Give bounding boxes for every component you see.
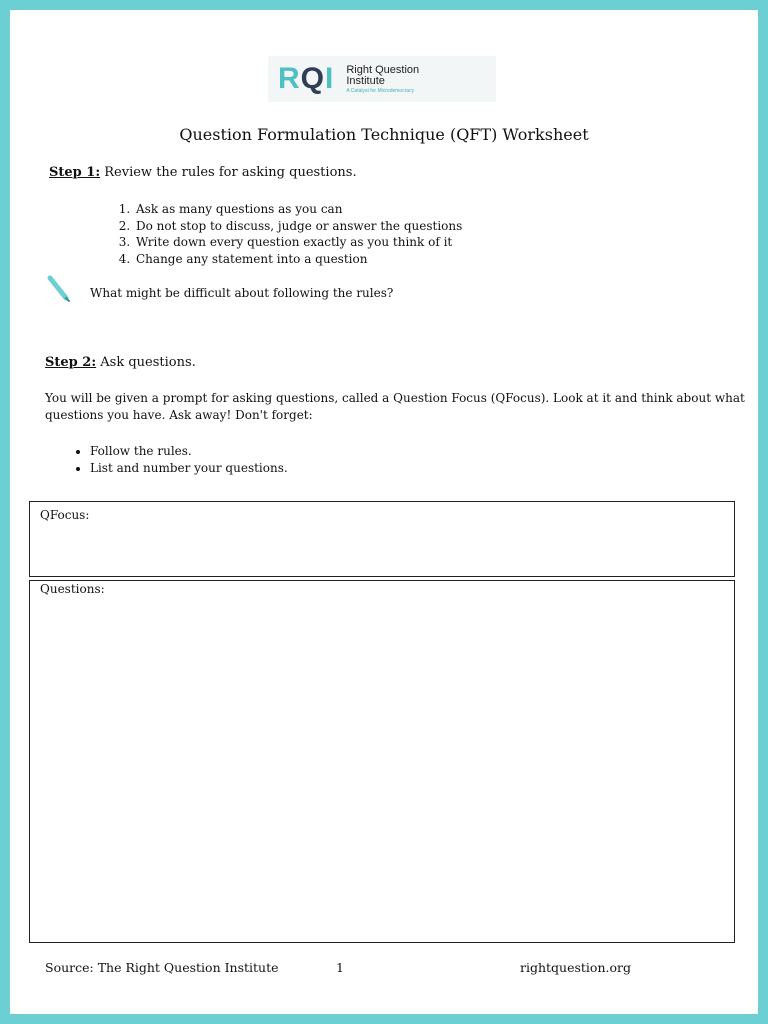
step1-label: Step 1:: [49, 165, 101, 180]
rules-difficulty-prompt: What might be difficult about following the rules?: [90, 286, 394, 300]
worksheet-page: [10, 10, 758, 1014]
footer-website[interactable]: rightquestion.org: [520, 960, 631, 975]
reminder-item: • Follow the rules.: [90, 443, 288, 460]
instructions-line-1: You will be given a prompt for asking questions, called a Question Focus (QFocus). Look at it and think about what: [45, 391, 745, 405]
questions-label: Questions:: [40, 582, 105, 596]
step2-text: Ask questions.: [96, 355, 196, 370]
logo-mark: RQI: [278, 62, 335, 95]
reminder-item: • List and number your questions.: [90, 460, 288, 477]
step1-heading: [49, 165, 357, 180]
logo-name: Right Question Institute: [346, 63, 420, 87]
rules-list: [112, 201, 462, 267]
reminder-list: [68, 443, 288, 476]
rule-item: 4. Change any statement into a question: [134, 251, 462, 268]
instructions-line-2: questions you have. Ask away! Don't forget:: [45, 408, 313, 422]
footer-page-number: 1: [336, 960, 344, 975]
logo-tagline: A Catalyst for Microdemocracy: [346, 87, 415, 94]
qfocus-box[interactable]: [29, 501, 735, 577]
step2-label: Step 2:: [45, 355, 97, 370]
rqi-logo: [268, 56, 496, 102]
step1-text: Review the rules for asking questions.: [100, 165, 357, 180]
pencil-icon: [46, 275, 72, 303]
rule-item: 3. Write down every question exactly as you think of it: [134, 234, 462, 251]
page-title: Question Formulation Technique (QFT) Worksheet: [179, 125, 589, 144]
rule-item: 1. Ask as many questions as you can: [134, 201, 462, 218]
footer-source: Source: The Right Question Institute: [45, 960, 279, 975]
step2-heading: [45, 355, 196, 370]
rule-item: 2. Do not stop to discuss, judge or answer the questions: [134, 218, 462, 235]
questions-box[interactable]: [29, 580, 735, 943]
qfocus-label: QFocus:: [40, 508, 90, 522]
